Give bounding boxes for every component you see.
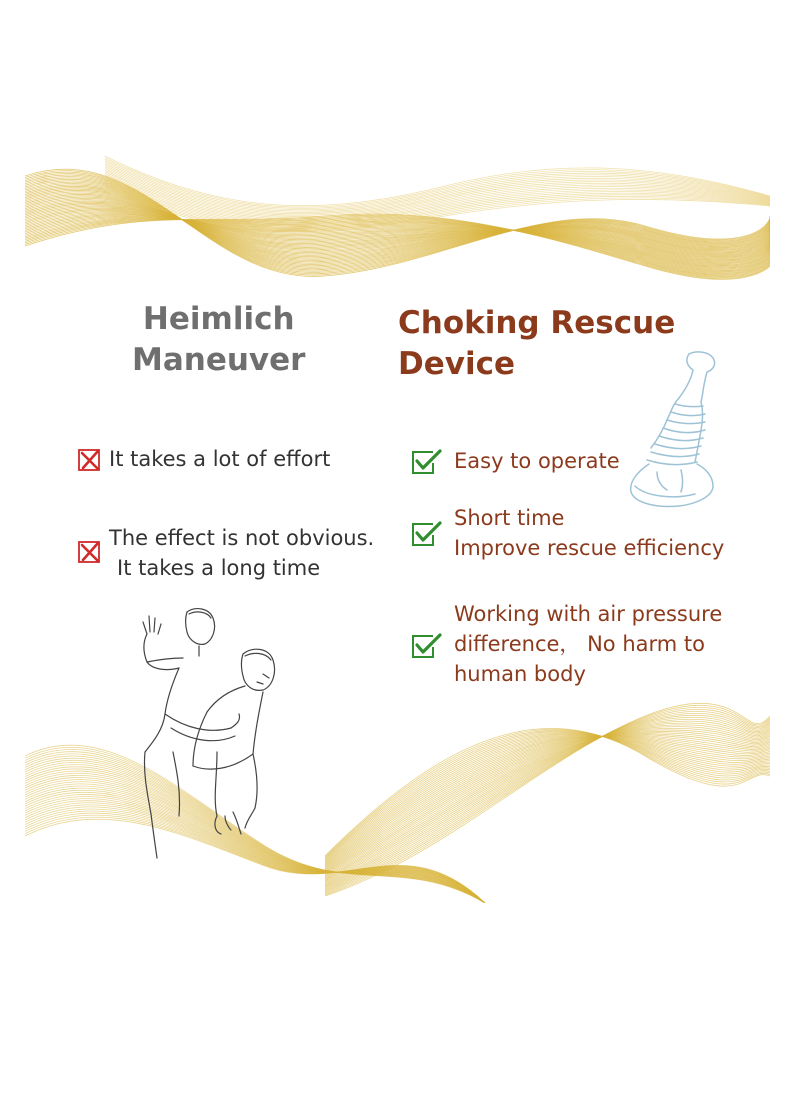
pro-text-line: Short time xyxy=(454,506,565,530)
top-wave-band xyxy=(25,156,770,279)
device-pro-item xyxy=(454,599,722,689)
red-cross-box-icon xyxy=(77,446,103,472)
device-pro-item xyxy=(454,446,620,476)
con-text-line: The effect is not obvious. xyxy=(109,526,375,550)
pro-text-line: difference， No harm to xyxy=(454,632,705,656)
device-title-line: Choking Rescue xyxy=(398,305,676,341)
pro-text-line: Improve rescue efficiency xyxy=(454,536,725,560)
red-cross-box-icon xyxy=(77,538,103,564)
heimlich-con-item xyxy=(109,523,374,583)
pro-text-line: Easy to operate xyxy=(454,449,620,473)
heimlich-maneuver-illustration xyxy=(113,602,313,862)
pro-text-line: Working with air pressure xyxy=(454,602,723,626)
heimlich-con-item xyxy=(109,444,330,474)
device-title-line: Device xyxy=(398,346,515,382)
pro-text-line: human body xyxy=(454,662,586,686)
heimlich-title-line: Heimlich xyxy=(142,301,295,337)
con-text-line: It takes a lot of effort xyxy=(109,447,331,471)
green-check-box-icon xyxy=(411,448,443,476)
wave-line xyxy=(325,736,770,869)
bottom-right-wave-band xyxy=(325,703,770,896)
green-check-box-icon xyxy=(411,632,443,660)
heimlich-maneuver-title xyxy=(132,299,305,381)
heimlich-title-line: Maneuver xyxy=(132,342,306,378)
con-text-line: It takes a long time xyxy=(117,556,321,580)
comparison-card xyxy=(25,156,770,903)
rescue-device-illustration xyxy=(617,346,737,516)
green-check-box-icon xyxy=(411,520,443,548)
